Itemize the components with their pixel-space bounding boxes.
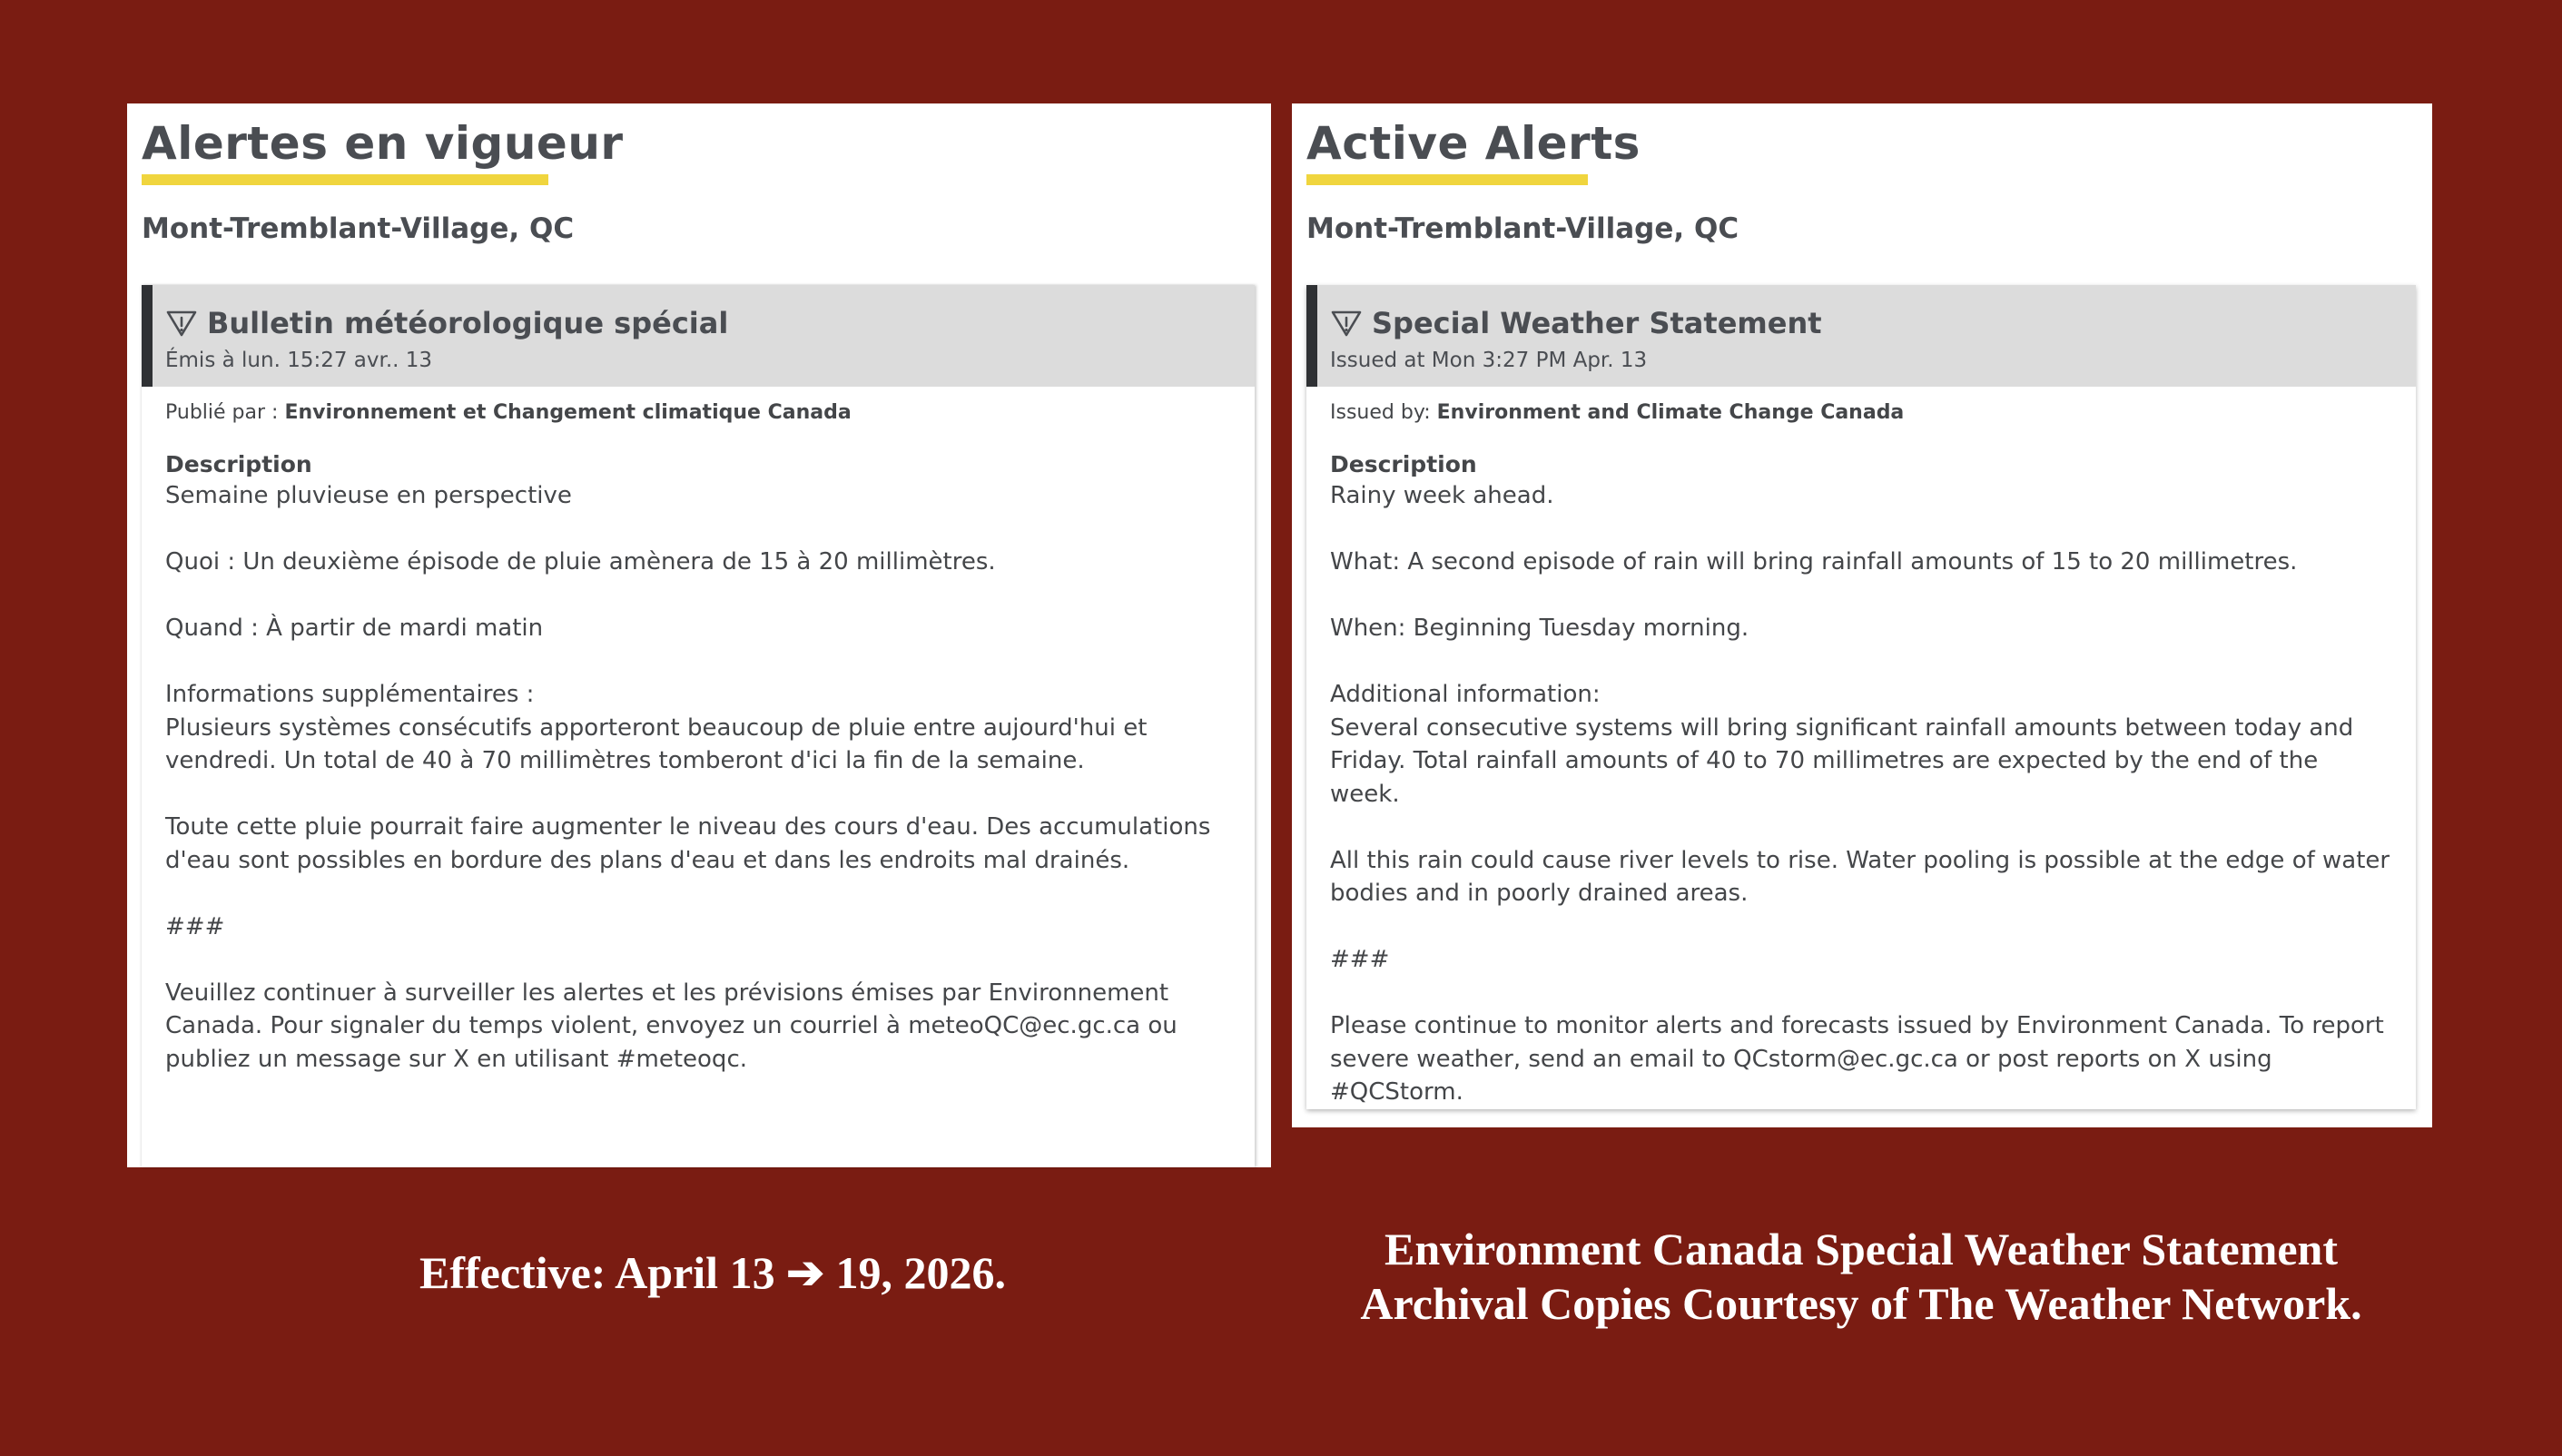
effective-dates-caption: Effective: April 13 ➔ 19, 2026. [419,1247,1006,1298]
source-caption [1298,1222,2424,1331]
alert-title-row [165,301,1255,345]
alerts-panel-english [1292,103,2432,1127]
description-line: Toute cette pluie pourrait faire augmenter le niveau des cours d'eau. Des accumulations d'eau sont possibles en bordure des plans d'eau et dans les endroits mal drainés. [165,813,1211,874]
description-line: Semaine pluvieuse en perspective [165,482,572,509]
warning-triangle-icon [165,309,198,338]
description-line: Quand : À partir de mardi matin [165,615,544,642]
page-title: Alertes en vigueur [142,117,624,170]
alert-title: Bulletin météorologique spécial [207,306,729,340]
issued-by-organization: Environment and Climate Change Canada [1436,401,1905,424]
description-line: When: Beginning Tuesday morning. [1330,615,1749,642]
description-line: Veuillez continuer à surveiller les alertes et les prévisions émises par Environnement Canada. Pour signaler du temps violent, envoyez un courriel à meteoQC@ec.gc.ca ou publiez un message sur X en utilisant #meteoqc. [165,979,1178,1073]
alert-body [142,387,1227,1076]
title-underline [1306,174,1588,185]
alerts-panel-french [127,103,1271,1167]
description-line: Plusieurs systèmes consécutifs apporteront beaucoup de pluie entre aujourd'hui et vendredi. Un total de 40 à 70 millimètres tomberont d'ici la fin de la semaine. [165,713,1148,774]
description-label: Description [165,451,312,477]
alert-card[interactable] [1306,285,2416,1109]
description-line: Quoi : Un deuxième épisode de pluie amènera de 15 à 20 millimètres. [165,548,996,576]
title-underline [142,174,548,185]
page-title: Active Alerts [1306,117,1641,170]
alert-issued-time: Issued at Mon 3:27 PM Apr. 13 [1330,349,1648,372]
alert-header[interactable] [1306,285,2416,387]
description-line: Several consecutive systems will bring significant rainfall amounts between today and Friday. Total rainfall amounts of 40 to 70 millimetres are expected by the end of the week. [1330,713,2354,808]
alert-issued-time: Émis à lun. 15:27 avr.. 13 [165,349,433,372]
description-separator: ### [1330,946,1390,973]
alert-header[interactable] [142,285,1255,387]
description-line: Rainy week ahead. [1330,482,1554,509]
issued-by [165,398,1227,428]
description-label: Description [1330,451,1477,477]
description-line: Additional information: [1330,681,1601,708]
issued-by-organization: Environnement et Changement climatique Canada [284,401,852,424]
issued-by [1330,398,2392,428]
description-line: Informations supplémentaires : [165,681,535,708]
alert-title-row [1330,301,2416,345]
location-label: Mont-Tremblant-Village, QC [142,212,575,245]
source-caption-line: Environment Canada Special Weather Statement [1384,1224,2339,1274]
warning-triangle-icon [1330,309,1363,338]
description-separator: ### [165,912,225,940]
description-line: What: A second episode of rain will bring rainfall amounts of 15 to 20 millimetres. [1330,548,2298,576]
description-line: Please continue to monitor alerts and forecasts issued by Environment Canada. To report severe weather, send an email to QCstorm@ec.gc.ca or post reports on X using #QCStorm. [1330,1012,2384,1106]
issued-by-label: Issued by: [1330,401,1431,424]
location-label: Mont-Tremblant-Village, QC [1306,212,1739,245]
issued-by-label: Publié par : [165,401,279,424]
alert-body [1306,387,2392,1109]
description-line: All this rain could cause river levels to rise. Water pooling is possible at the edge of water bodies and in poorly drained areas. [1330,846,2390,907]
alert-title: Special Weather Statement [1372,306,1822,340]
alert-card[interactable] [142,285,1255,1167]
source-caption-line: Archival Copies Courtesy of The Weather Network. [1360,1278,2362,1329]
